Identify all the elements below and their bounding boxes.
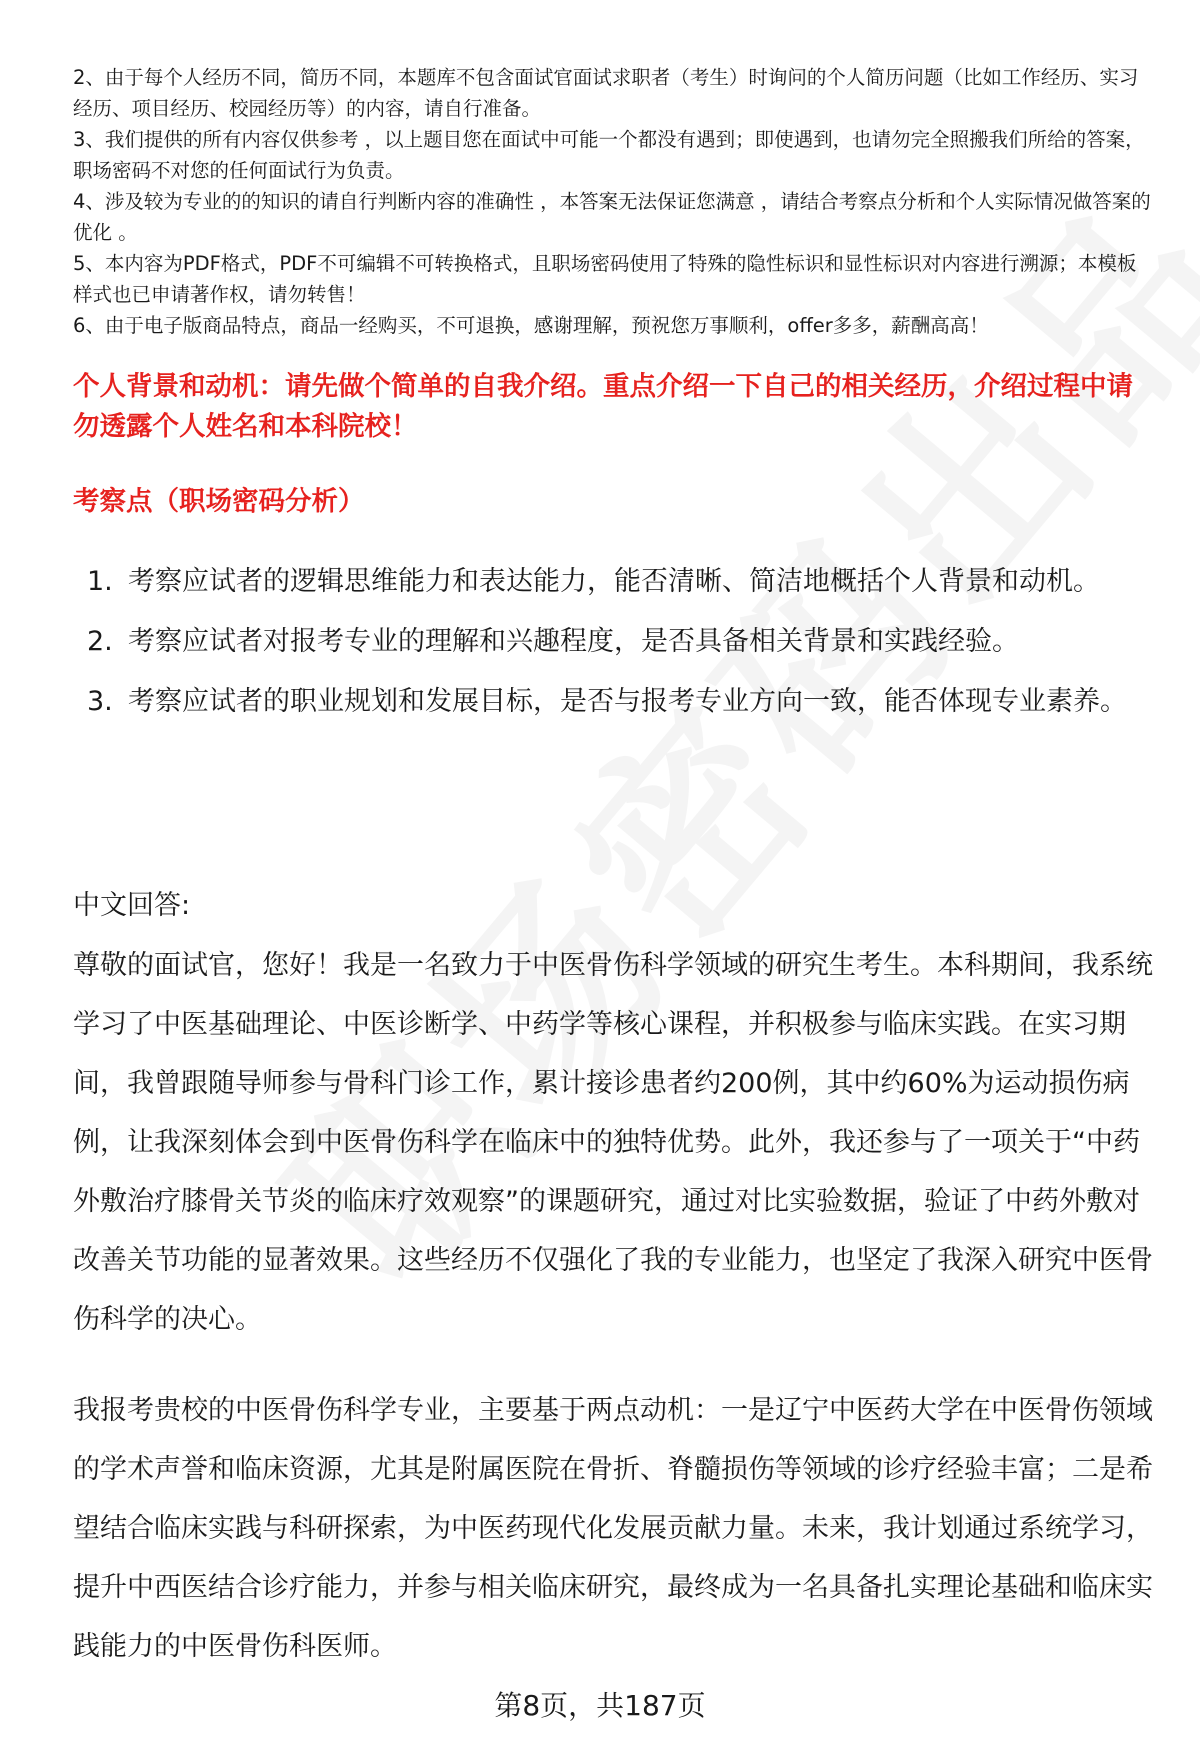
assessment-points-list bbox=[73, 552, 1153, 732]
point-text: 考察应试者的职业规划和发展目标，是否与报考专业方向一致，能否体现专业素养。 bbox=[128, 686, 1127, 717]
note-6: 6、由于电子版商品特点，商品一经购买，不可退换，感谢理解，预祝您万事顺利，offer多多，薪酬高高！ bbox=[73, 314, 989, 337]
interview-question: 个人背景和动机：请先做个简单的自我介绍。重点介绍一下自己的相关经历，介绍过程中请勿透露个人姓名和本科院校！ bbox=[73, 371, 1133, 442]
point-number: 3. bbox=[87, 686, 113, 717]
point-number: 2. bbox=[87, 626, 113, 657]
answer-paragraph-2: 我报考贵校的中医骨伤科学专业，主要基于两点动机：一是辽宁中医药大学在中医骨伤领域的学术声誉和临床资源，尤其是附属医院在骨折、脊髓损伤等领域的诊疗经验丰富；二是希望结合临床实践与科研探索，为中医药现代化发展贡献力量。未来，我计划通过系统学习，提升中西医结合诊疗能力，并参与相关临床研究，最终成为一名具备扎实理论基础和临床实践能力的中医骨伤科医师。 bbox=[73, 1395, 1153, 1662]
disclaimer-notes bbox=[73, 62, 1153, 341]
answer-paragraph-1: 尊敬的面试官，您好！我是一名致力于中医骨伤科学领域的研究生考生。本科期间，我系统学习了中医基础理论、中医诊断学、中药学等核心课程，并积极参与临床实践。在实习期间，我曾跟随导师参与骨科门诊工作，累计接诊患者约200例，其中约60%为运动损伤病例，让我深刻体会到中医骨伤科学在临床中的独特优势。此外，我还参与了一项关于“中药外敷治疗膝骨关节炎的临床疗效观察”的课题研究，通过对比实验数据，验证了中药外敷对改善关节功能的显著效果。这些经历不仅强化了我的专业能力，也坚定了我深入研究中医骨伤科学的决心。 bbox=[73, 950, 1153, 1335]
point-number: 1. bbox=[87, 566, 113, 597]
note-4: 4、涉及较为专业的的知识的请自行判断内容的准确性 ，本答案无法保证您满意 ，请结合考察点分析和个人实际情况做答案的优化 。 bbox=[73, 190, 1151, 244]
analysis-section-title: 考察点（职场密码分析） bbox=[73, 486, 365, 517]
assessment-point bbox=[73, 612, 1153, 672]
point-text: 考察应试者对报考专业的理解和兴趣程度，是否具备相关背景和实践经验。 bbox=[128, 626, 1019, 657]
point-text: 考察应试者的逻辑思维能力和表达能力，能否清晰、简洁地概括个人背景和动机。 bbox=[128, 566, 1100, 597]
assessment-point bbox=[73, 552, 1153, 612]
note-5: 5、本内容为PDF格式，PDF不可编辑不可转换格式，且职场密码使用了特殊的隐性标识和显性标识对内容进行溯源；本模板样式也已申请著作权，请勿转售！ bbox=[73, 252, 1137, 306]
assessment-point bbox=[73, 672, 1153, 732]
note-3: 3、我们提供的所有内容仅供参考 ，以上题目您在面试中可能一个都没有遇到；即使遇到，也请勿完全照搬我们所给的答案，职场密码不对您的任何面试行为负责。 bbox=[73, 128, 1145, 182]
note-2: 2、由于每个人经历不同，简历不同，本题库不包含面试官面试求职者（考生）时询问的个人简历问题（比如工作经历、实习经历、项目经历、校园经历等）的内容，请自行准备。 bbox=[73, 66, 1139, 120]
answer-label: 中文回答: bbox=[73, 890, 191, 921]
page-number: 第8页，共187页 bbox=[494, 1689, 706, 1722]
